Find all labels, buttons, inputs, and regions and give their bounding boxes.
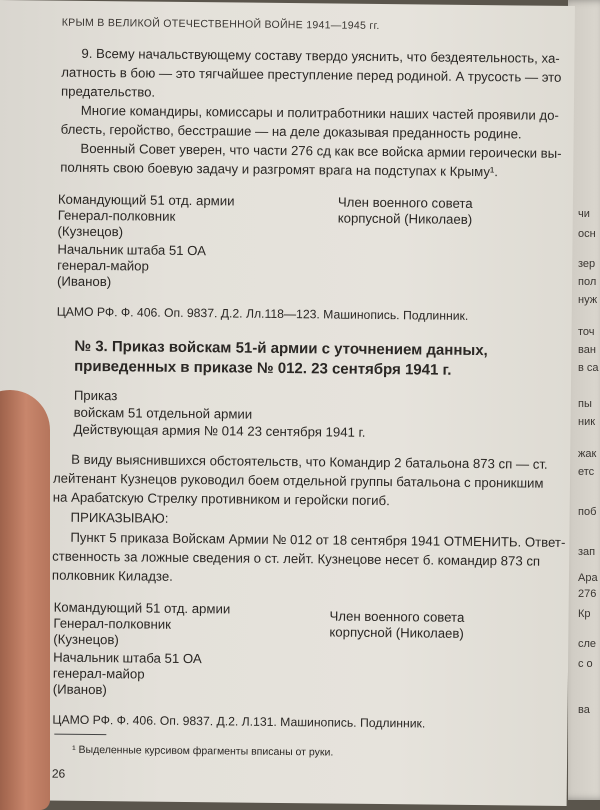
adjacent-page-fragment: ван [578, 344, 596, 356]
adjacent-page-fragment: чи [578, 208, 590, 220]
sig1-left-6: (Иванов) [56, 273, 112, 290]
p-point5-line-1: Пункт 5 приказа Войскам Армии № 012 от 18 сентября 1941 ОТМЕНИТЬ. Ответ- [70, 529, 566, 550]
p-circ-line-2: лейтенант Кузнецов руководил боем отдельной группы батальона с проникшим [52, 470, 544, 491]
adjacent-page-fragment: ник [578, 416, 596, 428]
p-council-line-1: Военный Совет уверен, что части 276 сд как все войска армии героически вы- [80, 140, 562, 161]
order-title-1: Приказ [73, 387, 118, 404]
sig2-left-6: (Иванов) [52, 681, 107, 698]
sig1-left-3: (Кузнецов) [57, 223, 124, 240]
p-commanders-line-2: блесть, геройство, бесстрашие — на деле доказывая преданность родине. [60, 121, 522, 142]
sig2-left-1: Командующий 51 отд. армии [53, 599, 231, 617]
p9-line-1: 9. Всему начальствующему составу твердо уяснить, что бездеятельность, ха- [81, 45, 560, 66]
adjacent-page-fragment: зер [578, 258, 596, 270]
adjacent-page-fragment: в са [578, 362, 599, 374]
sig1-right-1: Член военного совета [337, 194, 473, 211]
p-point5-line-3: полковник Киладзе. [51, 567, 173, 584]
adjacent-page-fragment: Кр [578, 608, 591, 620]
thumb-photo [0, 390, 50, 810]
sig1-left-5: генерал-майор [57, 257, 149, 274]
adjacent-page-fragment: ва [578, 704, 590, 716]
p-council-line-2: полнять свою боевую задачу и разгромят врага на подступах к Крыму¹. [60, 159, 499, 180]
adjacent-page-fragment: зап [578, 546, 596, 558]
adjacent-page-fragment: нуж [578, 294, 598, 306]
p9-line-3: предательство. [60, 83, 156, 100]
sig2-left-4: Начальник штаба 51 ОА [53, 649, 202, 667]
source-2: ЦАМО РФ. Ф. 406. Оп. 9837. Д.2. Л.131. Машинопись. Подлинник. [52, 712, 426, 731]
sig1-left-4: Начальник штаба 51 ОА [57, 241, 207, 259]
doc3-heading-line-2: приведенных в приказе № 012. 23 сентября 1941 г. [74, 357, 452, 379]
running-header: КРЫМ В ВЕЛИКОЙ ОТЕЧЕСТВЕННОЙ ВОЙНЕ 1941—1945 гг. [61, 16, 380, 32]
adjacent-page-fragment: етс [578, 466, 595, 478]
sig2-right-1: Член военного совета [329, 608, 465, 625]
p-commanders-line-1: Многие командиры, комиссары и политработники наших частей проявили до- [80, 102, 559, 123]
adjacent-page-fragment: осн [578, 228, 596, 240]
sig1-left-2: Генерал-полковник [57, 207, 176, 224]
sig1-left-1: Командующий 51 отд. армии [57, 191, 235, 209]
adjacent-page-fragment: сле [578, 638, 597, 650]
p-circ-line-1: В виду выяснившихся обстоятельств, что Командир 2 батальона 873 сп — ст. [71, 451, 548, 472]
adjacent-page-fragment: 276 [578, 588, 597, 600]
sig1-right-2: корпусной (Николаев) [337, 210, 473, 227]
source-1: ЦАМО РФ. Ф. 406. Оп. 9837. Д.2. Лл.118—123. Машинопись. Подлинник. [56, 304, 469, 323]
adjacent-page-fragment: точ [578, 326, 595, 338]
p9-line-2: латность в бою — это тягчайшее преступление перед родиной. А трусость — это [61, 64, 562, 85]
order-title-2: войскам 51 отдельной армии [73, 404, 253, 422]
order-title-3: Действующая армия № 014 23 сентября 1941 г. [73, 421, 366, 440]
p-circ-line-3: на Арабатскую Стрелку противником и геройски погиб. [52, 489, 390, 509]
adjacent-page-fragment: жак [578, 448, 597, 460]
adjacent-page-fragment: с о [578, 658, 593, 670]
sig2-left-3: (Кузнецов) [53, 631, 119, 648]
adjacent-page-fragment: пы [578, 398, 592, 410]
sig2-right-2: корпусной (Николаев) [329, 624, 464, 641]
p-point5-line-2: ственность за ложные сведения о ст. лейт. Кузнецове несет б. командир 873 сп [52, 548, 541, 569]
page-number: 26 [51, 766, 66, 781]
footnote: ¹ Выделенные курсивом фрагменты вписаны от руки. [72, 743, 334, 759]
order-word: ПРИКАЗЫВАЮ: [70, 509, 169, 526]
sig2-left-5: генерал-майор [52, 665, 145, 682]
adjacent-page-fragment: поб [578, 506, 597, 518]
adjacent-page-fragment: Ара [578, 572, 598, 584]
doc3-heading-line-1: № 3. Приказ войскам 51-й армии с уточнением данных, [74, 337, 488, 360]
sig2-left-2: Генерал-полковник [53, 615, 172, 632]
adjacent-page-fragment: пол [578, 276, 597, 288]
footnote-rule [54, 734, 106, 736]
